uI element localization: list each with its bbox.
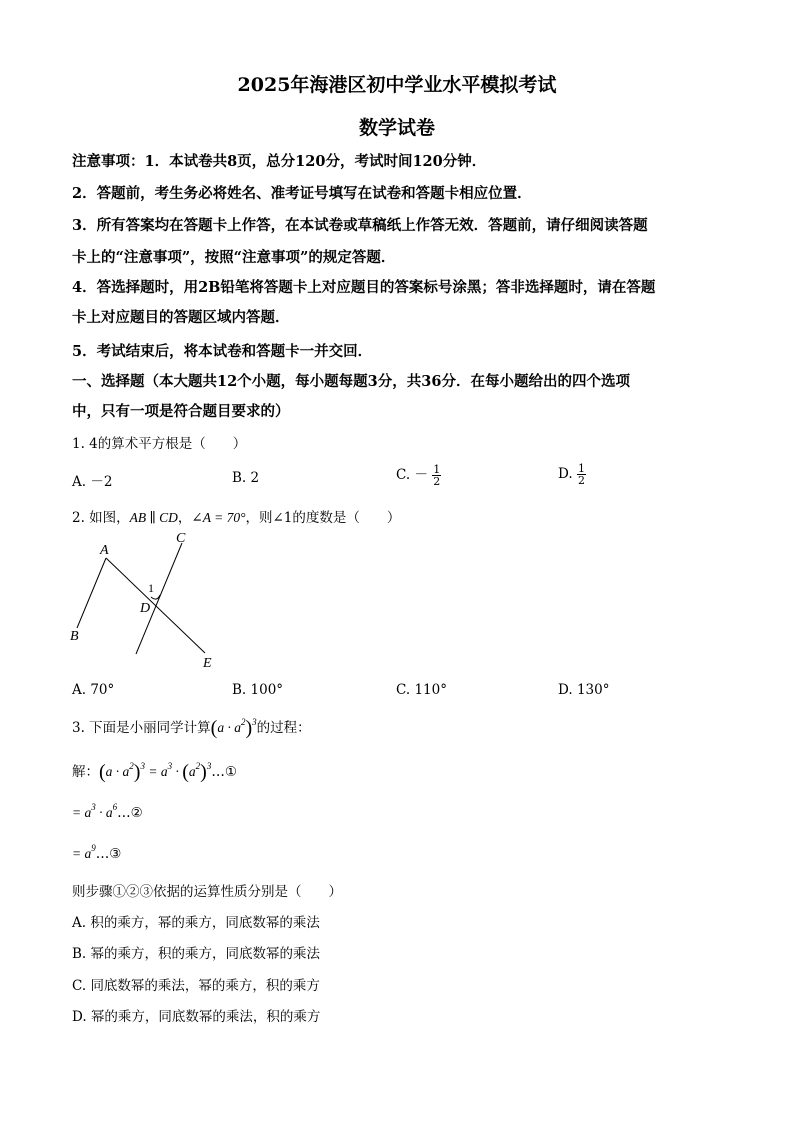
option-text: 幂的乘方，同底数幂的乘法，积的乘方 xyxy=(90,1009,321,1025)
note-line-4: 卡上的“注意事项”，按照“注意事项”的规定答题． xyxy=(72,249,396,266)
q2-separator: ， xyxy=(177,510,192,526)
label-d: D xyxy=(140,601,151,616)
note-line-3: 3．所有答案均在答题卡上作答，在本试卷或草稿纸上作答无效．答题前，请仔细阅读答题 xyxy=(72,217,648,234)
fraction xyxy=(577,463,586,486)
option-text: 幂的乘方，积的乘方，同底数幂的乘法 xyxy=(90,946,321,962)
q2-option-a xyxy=(72,682,114,698)
option-text: 积的乘方，幂的乘方，同底数幂的乘法 xyxy=(90,915,320,931)
q3-step-1 xyxy=(72,760,237,784)
step-2-marker: …② xyxy=(117,805,143,821)
option-label: B. xyxy=(232,682,247,698)
option-text: 2 xyxy=(250,470,260,486)
option-text: 100° xyxy=(250,682,284,698)
q3-option-b xyxy=(72,942,320,962)
option-label: A. xyxy=(72,682,87,698)
q3-stem-suffix: 的过程： xyxy=(256,720,311,736)
q3-expression: $(a \cdot a^2)^3$ xyxy=(210,717,257,739)
note-line-1: 注意事项：1．本试卷共8页，总分120分，考试时间120分钟． xyxy=(72,153,487,170)
q3-question: 则步骤①②③依据的运算性质分别是（ ） xyxy=(72,884,342,900)
option-label: A. xyxy=(72,915,87,931)
option-text: 130° xyxy=(576,682,610,698)
line-ab xyxy=(77,558,106,628)
label-angle-1: 1 xyxy=(148,581,154,595)
q2-stem xyxy=(72,506,400,526)
line-ae xyxy=(106,558,205,653)
q3-step-2 xyxy=(72,802,143,821)
section-heading-line-1: 一、选择题（本大题共12个小题，每小题每题3分，共36分．在每小题给出的四个选项 xyxy=(72,373,630,390)
step-1-marker: …① xyxy=(211,764,237,780)
fraction-denominator: 2 xyxy=(577,474,585,487)
option-label: B. xyxy=(232,470,247,486)
note-line-7: 5．考试结束后，将本试卷和答题卡一并交回． xyxy=(72,343,373,360)
q1-option-a xyxy=(72,470,112,490)
q2-option-c xyxy=(396,682,447,698)
q2-option-d xyxy=(558,682,609,698)
q3-option-a xyxy=(72,911,320,931)
q3-stem xyxy=(72,716,311,740)
option-text: －2 xyxy=(90,474,113,490)
step-2-expression: = $a^3 \cdot a^6$ xyxy=(72,802,118,820)
option-text: 110° xyxy=(414,682,447,698)
q1-option-b xyxy=(232,470,259,486)
option-label: D. xyxy=(558,682,573,698)
fraction-numerator: 1 xyxy=(433,463,441,476)
q2-stem-suffix: ，则∠1的度数是（ ） xyxy=(245,510,401,526)
option-sign: － xyxy=(414,467,428,483)
label-c: C xyxy=(176,531,186,546)
option-label: C. xyxy=(72,978,87,994)
fraction-denominator: 2 xyxy=(433,475,441,488)
q3-option-c xyxy=(72,974,320,994)
option-label: C. xyxy=(396,467,411,483)
step-1-expression: $(a \cdot a^2)^3 = a^3 \cdot (a^2)^3$ xyxy=(99,761,212,783)
q2-angle-expr: ∠A = 70° xyxy=(191,510,246,525)
fraction xyxy=(432,464,441,487)
q2-stem-prefix: 2. 如图， xyxy=(72,510,130,526)
q1-option-c xyxy=(396,463,441,487)
q3-option-d xyxy=(72,1005,320,1025)
label-b: B xyxy=(70,629,79,644)
q2-option-b xyxy=(232,682,283,698)
exam-title: 2025年海港区初中学业水平模拟考试 xyxy=(237,74,557,96)
q2-parallel-expr: AB ∥ CD xyxy=(129,510,178,525)
step-3-marker: …③ xyxy=(95,846,122,862)
q3-step-3 xyxy=(72,843,122,862)
option-label: B. xyxy=(72,946,87,962)
section-heading-line-2: 中，只有一项是符合题目要求的） xyxy=(72,403,290,420)
q1-stem: 1. 4的算术平方根是（ ） xyxy=(72,436,247,452)
option-label: D. xyxy=(72,1009,87,1025)
option-label: A. xyxy=(72,474,87,490)
solution-label: 解： xyxy=(72,764,99,780)
exam-subtitle: 数学试卷 xyxy=(358,117,435,139)
note-line-5: 4．答选择题时，用2B铅笔将答题卡上对应题目的答案标号涂黑；答非选择题时，请在答题 xyxy=(72,279,656,296)
option-label: C. xyxy=(396,682,411,698)
line-cd xyxy=(136,543,182,654)
label-e: E xyxy=(203,656,212,671)
option-text: 同底数幂的乘法，幂的乘方，积的乘方 xyxy=(90,978,320,994)
option-text: 70° xyxy=(90,682,115,698)
step-3-expression: = $a^9$ xyxy=(72,843,96,861)
option-label: D. xyxy=(558,466,573,482)
note-line-6: 卡上对应题目的答题区域内答题． xyxy=(72,309,290,326)
note-line-2: 2．答题前，考生务必将姓名、准考证号填写在试卷和答题卡相应位置． xyxy=(72,185,532,202)
label-a: A xyxy=(100,543,109,558)
q1-option-d xyxy=(558,463,586,486)
q2-geometry-figure xyxy=(60,528,240,673)
q3-stem-prefix: 3. 下面是小丽同学计算 xyxy=(72,720,211,736)
fraction-numerator: 1 xyxy=(577,462,585,475)
